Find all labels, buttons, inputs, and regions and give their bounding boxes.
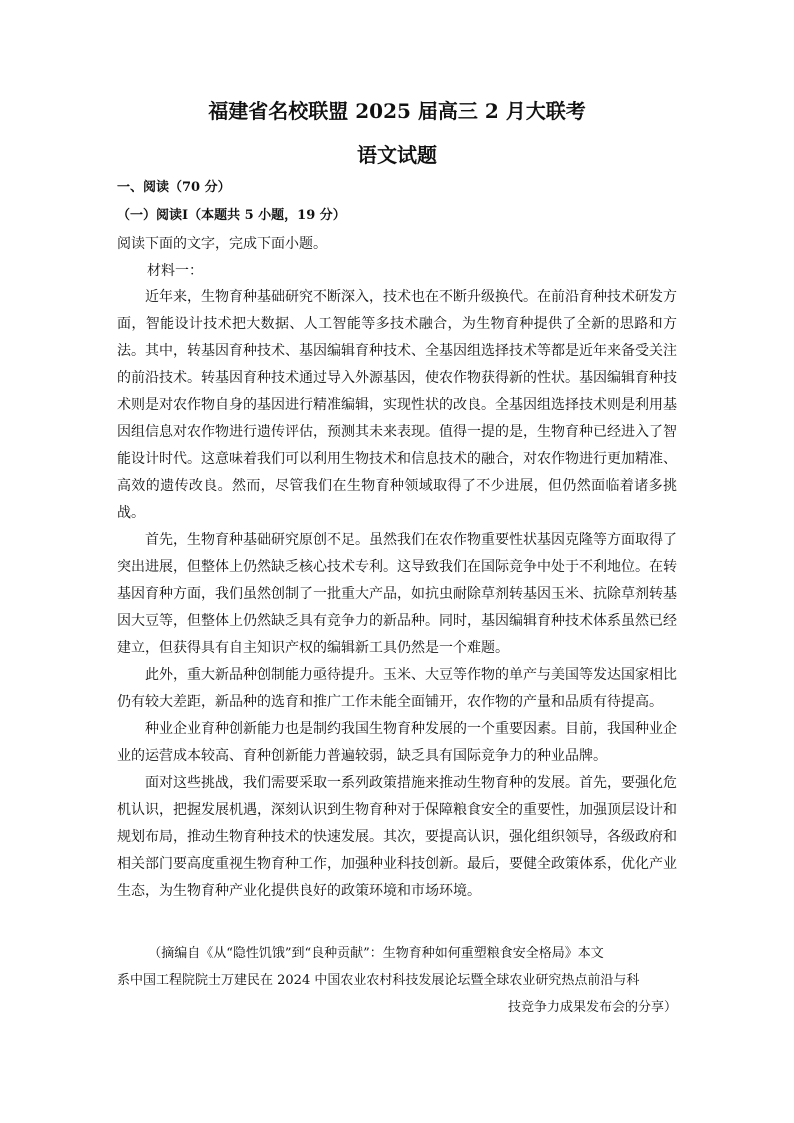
paragraph: 种业企业育种创新能力也是制约我国生物育种发展的一个重要因素。目前，我国种业企业的运营成本较高、育种创新能力普遍较弱，缺乏具有国际竞争力的种业品牌。 [117, 721, 677, 764]
part-heading: 一、阅读（70 分） [117, 180, 231, 195]
reading-instruction: 阅读下面的文字，完成下面小题。 [117, 236, 327, 252]
paragraph: 面对这些挑战，我们需要采取一系列政策措施来推动生物育种的发展。首先，要强化危机认识，把握发展机遇，深刻认识到生物育种对于保障粮食安全的重要性，加强顶层设计和规划布局，推动生物育种技术的快速发展。其次，要提高认识，强化组织领导，各级政府和相关部门要高度重视生物育种工作，加强种业科技创新。最后，要健全政策体系，优化产业生态，为生物育种产业化提供良好的政策环境和市场环境。 [117, 775, 677, 899]
citation-line: （摘编自《从“隐性饥饿”到“良种贡献”：生物育种如何重塑粮食安全格局》本文 [148, 946, 604, 961]
paragraph: 近年来，生物育种基础研究不断深入，技术也在不断升级换代。在前沿育种技术研发方面，智能设计技术把大数据、人工智能等多技术融合，为生物育种提供了全新的思路和方法。其中，转基因育种技术、基因编辑育种技术、全基因组选择技术等都是近年来备受关注的前沿技术。转基因育种技术通过导入外源基因，使农作物获得新的性状。基因编辑育种技术则是对农作物自身的基因进行精准编辑，实现性状的改良。全基因组选择技术则是利用基因组信息对农作物进行遗传评估，预测其未来表现。值得一提的是，生物育种已经进入了智能设计时代。这意味着我们可以利用生物技术和信息技术的融合，对农作物进行更加精准、高效的遗传改良。然而，尽管我们在生物育种领域取得了不少进展，但仍然面临着诸多挑战。 [117, 289, 677, 521]
paragraph: 此外，重大新品种创制能力亟待提升。玉米、大豆等作物的单产与美国等发达国家相比仍有较大差距，新品种的选育和推广工作未能全面铺开，农作物的产量和品质有待提高。 [117, 667, 677, 710]
citation-line: 技竞争力成果发布会的分享） [507, 1000, 677, 1015]
subpart-heading: （一）阅读Ⅰ（本题共 5 小题，19 分） [117, 208, 346, 223]
exam-title: 福建省名校联盟 2025 届高三 2 月大联考 [208, 99, 586, 123]
material-label: 材料一： [147, 263, 203, 279]
source-citation [117, 940, 677, 1021]
paragraph: 首先，生物育种基础研究原创不足。虽然我们在农作物重要性状基因克隆等方面取得了突出进展，但整体上仍然缺乏核心技术专利。这导致我们在国际竞争中处于不利地位。在转基因育种方面，我们虽然创制了一批重大产品，如抗虫耐除草剂转基因玉米、抗除草剂转基因大豆等，但整体上仍然缺乏具有竞争力的新品种。同时，基因编辑育种技术体系虽然已经建立，但获得具有自主知识产权的编辑新工具仍然是一个难题。 [117, 532, 677, 656]
subject-title: 语文试题 [357, 143, 437, 167]
citation-line: 系中国工程院院士万建民在 2024 中国农业农村科技发展论坛暨全球农业研究热点前沿与科 [117, 973, 640, 988]
article-body [117, 284, 677, 905]
